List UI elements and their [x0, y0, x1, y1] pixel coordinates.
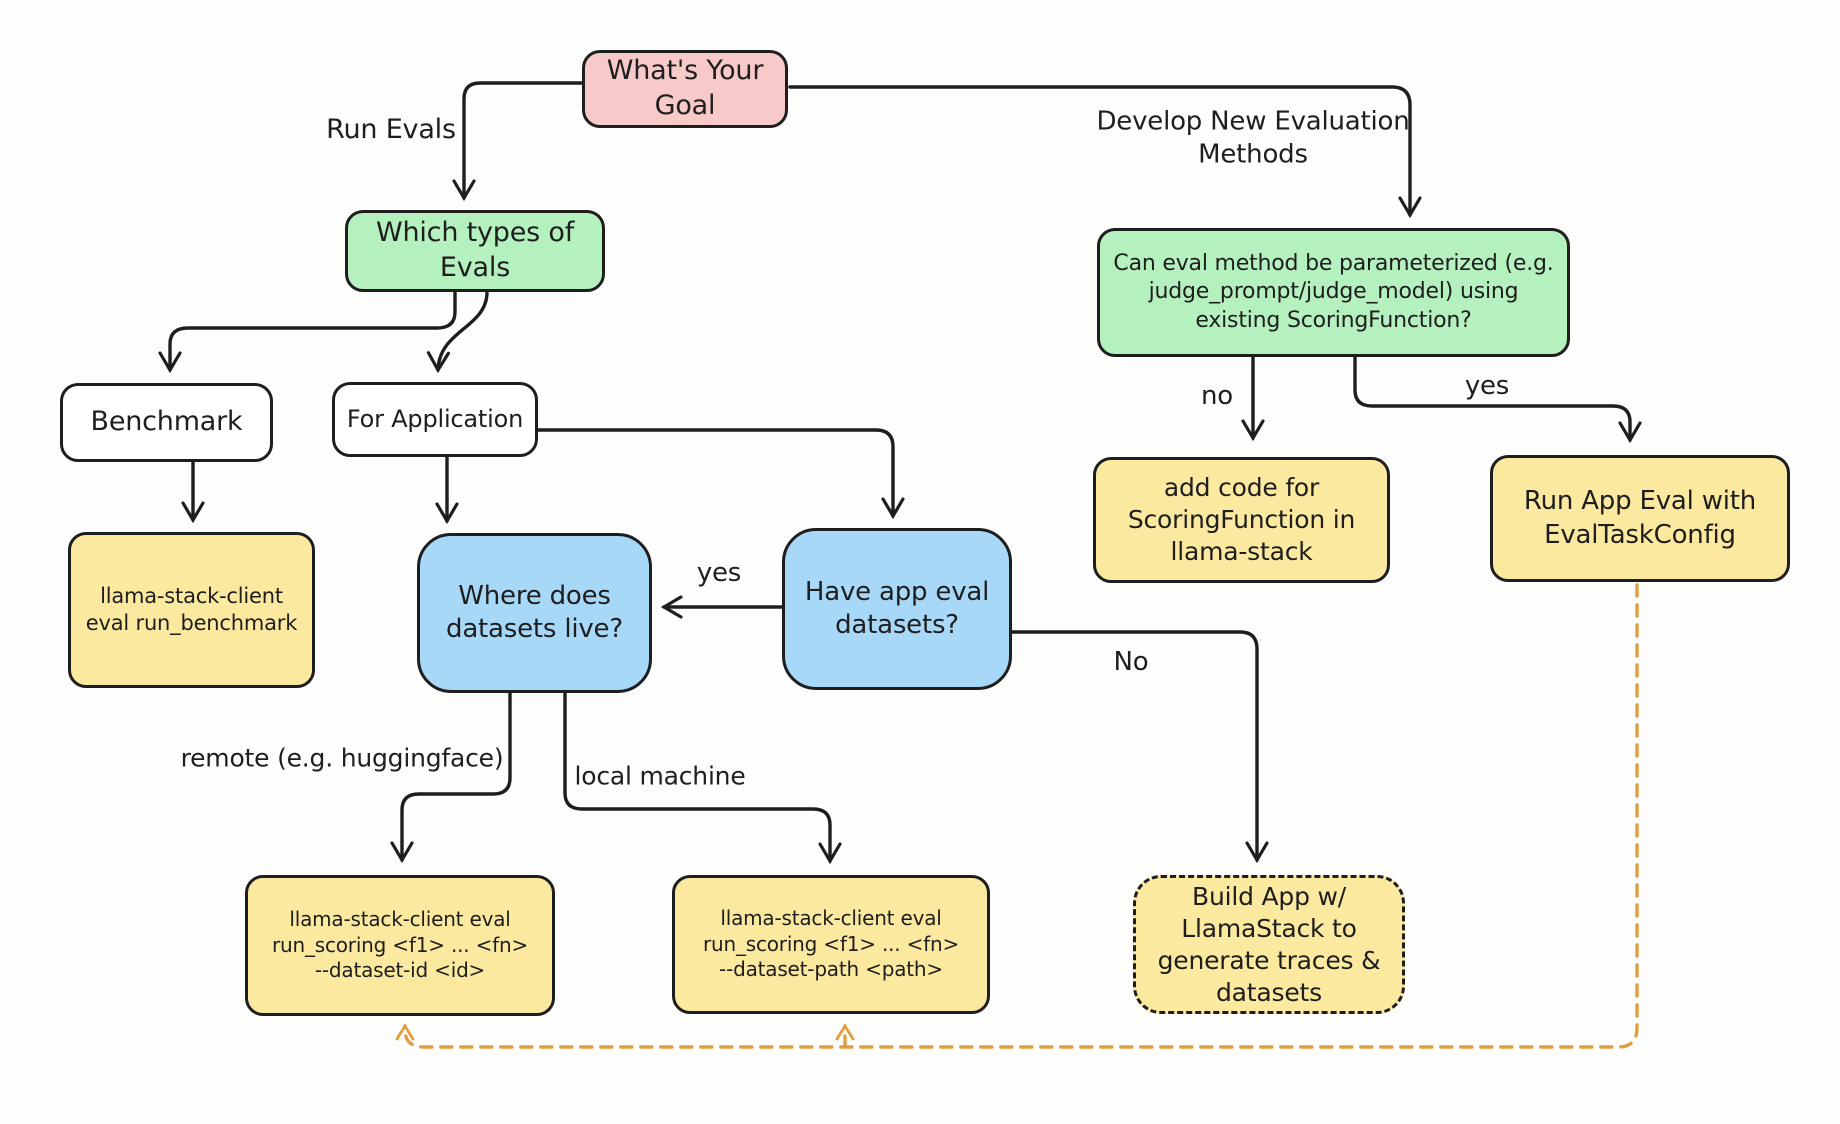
- edge-label-yes-have-datasets: yes: [696, 557, 742, 588]
- arrow-which-types-to-for-application: [438, 292, 487, 370]
- node-run-scoring-path-line1: llama-stack-client eval: [720, 906, 942, 931]
- node-have-datasets-line2: datasets?: [835, 610, 959, 640]
- node-run-scoring-path-line3: --dataset-path <path>: [719, 957, 943, 982]
- node-where-does-datasets-live: [417, 533, 652, 693]
- node-benchmark-line1: Benchmark: [90, 406, 243, 438]
- node-run-scoring-dataset-id-command: [245, 875, 555, 1016]
- edge-label-no-scoring-function: no: [1201, 380, 1233, 411]
- node-build-app-line3: generate traces &: [1157, 945, 1381, 975]
- edge-label-yes-scoring-function: yes: [1464, 370, 1510, 401]
- edge-label-local-machine: local machine: [574, 761, 746, 791]
- node-run-scoring-id-line2: run_scoring <f1> ... <fn>: [271, 932, 529, 957]
- arrow-where-datasets-to-run-scoring-id-remote: [402, 693, 510, 860]
- node-which-types-line1: Which types of: [375, 217, 575, 249]
- edge-label-develop-new-evaluation-methods: [1096, 106, 1409, 171]
- node-run-scoring-id-line1: llama-stack-client eval: [289, 907, 511, 932]
- node-run-benchmark-line2: eval run_benchmark: [85, 611, 298, 635]
- node-have-datasets-line1: Have app eval: [804, 576, 990, 607]
- node-add-code-line2: ScoringFunction in: [1127, 505, 1356, 534]
- edge-label-develop-line1: Develop New Evaluation: [1096, 106, 1410, 137]
- node-where-datasets-line1: Where does: [458, 580, 611, 611]
- edge-label-no-have-datasets: No: [1113, 646, 1149, 677]
- node-can-eval-be-parameterized: [1097, 228, 1570, 357]
- node-have-app-eval-datasets: [782, 528, 1012, 690]
- node-where-datasets-line2: datasets live?: [446, 614, 623, 644]
- node-which-types-line2: Evals: [439, 252, 511, 283]
- node-add-code-line3: llama-stack: [1170, 537, 1313, 566]
- node-add-code-scoring-function: [1093, 457, 1390, 583]
- node-run-benchmark-command: [68, 532, 315, 688]
- node-for-application: [332, 382, 538, 457]
- node-run-scoring-dataset-path-command: [672, 875, 990, 1014]
- arrow-for-application-to-have-datasets: [538, 430, 893, 516]
- node-run-scoring-path-line2: run_scoring <f1> ... <fn>: [702, 931, 960, 956]
- node-add-code-line1: add code for: [1163, 473, 1320, 502]
- node-whats-your-goal-line1: What's Your: [606, 55, 764, 87]
- node-which-types-of-evals: [345, 210, 605, 292]
- node-for-application-line1: For Application: [346, 405, 524, 434]
- node-whats-your-goal-line2: Goal: [654, 90, 716, 121]
- node-build-app-line4: datasets: [1216, 977, 1322, 1007]
- node-can-eval-line1: Can eval method be parameterized (e.g.: [1113, 251, 1554, 277]
- node-run-scoring-id-line3: --dataset-id <id>: [314, 958, 486, 983]
- node-build-app-line1: Build App w/: [1192, 881, 1346, 911]
- node-run-benchmark-line1: llama-stack-client: [100, 584, 283, 609]
- node-can-eval-line2: judge_prompt/judge_model) using: [1148, 279, 1519, 305]
- node-build-app-llamastack: [1133, 875, 1405, 1014]
- edge-label-develop-line2: Methods: [1198, 139, 1308, 169]
- node-run-app-eval-line1: Run App Eval with: [1523, 486, 1757, 517]
- node-benchmark: [60, 383, 273, 462]
- node-build-app-line2: LlamaStack to: [1181, 913, 1357, 943]
- arrow-goal-to-which-types: [464, 83, 582, 198]
- node-can-eval-line3: existing ScoringFunction?: [1195, 307, 1472, 333]
- node-whats-your-goal: [582, 50, 788, 128]
- edge-label-run-evals: Run Evals: [326, 114, 456, 146]
- arrow-which-types-to-benchmark: [170, 292, 455, 370]
- node-run-app-eval-line2: EvalTaskConfig: [1544, 519, 1736, 550]
- node-run-app-eval: [1490, 455, 1790, 582]
- edge-label-remote-huggingface: remote (e.g. huggingface): [180, 743, 504, 773]
